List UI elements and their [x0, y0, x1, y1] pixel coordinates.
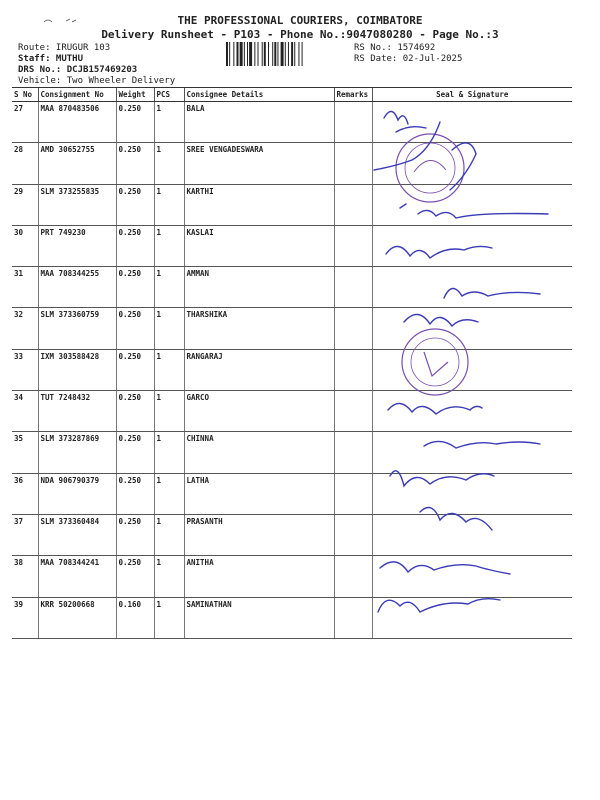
cell-sno: 38	[12, 556, 38, 597]
cell-seal-signature	[372, 102, 572, 143]
cell-weight: 0.250	[116, 225, 154, 266]
cell-sno: 37	[12, 514, 38, 555]
cell-pcs: 1	[154, 308, 184, 349]
cell-sno: 29	[12, 184, 38, 225]
rs-date: RS Date: 02-Jul-2025	[354, 54, 463, 64]
cell-consignee: ANITHA	[184, 556, 334, 597]
column-header-remarks: Remarks	[334, 88, 372, 102]
table-row	[12, 102, 572, 143]
column-header-weight: Weight	[116, 88, 154, 102]
cell-consignment-no: PRT 749230	[38, 225, 116, 266]
table-row	[12, 473, 572, 514]
cell-consignment-no: AMD 30652755	[38, 143, 116, 184]
cell-consignment-no: IXM 303588428	[38, 349, 116, 390]
cell-remarks	[334, 514, 372, 555]
cell-consignee: KASLAI	[184, 225, 334, 266]
cell-remarks	[334, 308, 372, 349]
cell-seal-signature	[372, 514, 572, 555]
cell-weight: 0.250	[116, 267, 154, 308]
cell-remarks	[334, 597, 372, 638]
cell-pcs: 1	[154, 597, 184, 638]
cell-consignment-no: MAA 708344241	[38, 556, 116, 597]
cell-seal-signature	[372, 597, 572, 638]
cell-seal-signature	[372, 473, 572, 514]
rs-number: RS No.: 1574692	[354, 43, 436, 53]
cell-pcs: 1	[154, 184, 184, 225]
table-row	[12, 556, 572, 597]
cell-sno: 31	[12, 267, 38, 308]
cell-seal-signature	[372, 267, 572, 308]
cell-weight: 0.250	[116, 184, 154, 225]
cell-consignee: SREE VENGADESWARA	[184, 143, 334, 184]
cell-consignment-no: SLM 373360484	[38, 514, 116, 555]
cell-sno: 39	[12, 597, 38, 638]
column-header-sno: S No	[12, 88, 38, 102]
cell-sno: 32	[12, 308, 38, 349]
cell-seal-signature	[372, 349, 572, 390]
table-row	[12, 143, 572, 184]
cell-weight: 0.250	[116, 143, 154, 184]
drs-number: DRS No.: DCJB157469203	[18, 65, 138, 75]
cell-seal-signature	[372, 143, 572, 184]
cell-consignment-no: MAA 870483506	[38, 102, 116, 143]
cell-seal-signature	[372, 432, 572, 473]
cell-consignee: RANGARAJ	[184, 349, 334, 390]
cell-pcs: 1	[154, 473, 184, 514]
table-row	[12, 597, 572, 638]
cell-remarks	[334, 143, 372, 184]
vehicle-label: Vehicle: Two Wheeler Delivery	[18, 76, 176, 86]
cell-sno: 28	[12, 143, 38, 184]
cell-consignee: THARSHIKA	[184, 308, 334, 349]
cell-consignment-no: MAA 708344255	[38, 267, 116, 308]
cell-pcs: 1	[154, 225, 184, 266]
table-row	[12, 267, 572, 308]
column-header-pcs: PCS	[154, 88, 184, 102]
cell-seal-signature	[372, 225, 572, 266]
cell-remarks	[334, 225, 372, 266]
cell-consignee: PRASANTH	[184, 514, 334, 555]
cell-remarks	[334, 184, 372, 225]
cell-consignee: CHINNA	[184, 432, 334, 473]
table-row	[12, 514, 572, 555]
cell-weight: 0.160	[116, 597, 154, 638]
cell-weight: 0.250	[116, 556, 154, 597]
barcode-image	[226, 42, 346, 66]
table-row	[12, 225, 572, 266]
staff-label: Staff: MUTHU	[18, 54, 84, 64]
cell-remarks	[334, 391, 372, 432]
cell-weight: 0.250	[116, 102, 154, 143]
runsheet-title: Delivery Runsheet - P103 - Phone No.:9047080280 - Page No.:3	[101, 28, 499, 41]
cell-consignment-no: SLM 373360759	[38, 308, 116, 349]
cell-weight: 0.250	[116, 473, 154, 514]
cell-consignee: AMMAN	[184, 267, 334, 308]
cell-remarks	[334, 102, 372, 143]
cell-seal-signature	[372, 556, 572, 597]
table-row	[12, 432, 572, 473]
cell-consignee: LATHA	[184, 473, 334, 514]
cell-seal-signature	[372, 308, 572, 349]
cell-consignment-no: NDA 906790379	[38, 473, 116, 514]
cell-consignee: BALA	[184, 102, 334, 143]
cell-consignee: GARCO	[184, 391, 334, 432]
cell-remarks	[334, 267, 372, 308]
cell-weight: 0.250	[116, 514, 154, 555]
cell-weight: 0.250	[116, 308, 154, 349]
table-row	[12, 308, 572, 349]
cell-pcs: 1	[154, 349, 184, 390]
cell-remarks	[334, 473, 372, 514]
cell-weight: 0.250	[116, 432, 154, 473]
cell-sno: 35	[12, 432, 38, 473]
cell-remarks	[334, 349, 372, 390]
cell-consignee: KARTHI	[184, 184, 334, 225]
table-row	[12, 184, 572, 225]
cell-pcs: 1	[154, 556, 184, 597]
company-name: THE PROFESSIONAL COURIERS, COIMBATORE	[177, 14, 423, 27]
cell-seal-signature	[372, 184, 572, 225]
cell-consignment-no: SLM 373255835	[38, 184, 116, 225]
column-header-seal-signature: Seal & Signature	[372, 88, 572, 102]
cell-pcs: 1	[154, 391, 184, 432]
cell-consignment-no: TUT 7248432	[38, 391, 116, 432]
cell-weight: 0.250	[116, 391, 154, 432]
cell-sno: 36	[12, 473, 38, 514]
cell-pcs: 1	[154, 143, 184, 184]
table-row	[12, 349, 572, 390]
cell-sno: 30	[12, 225, 38, 266]
delivery-table	[12, 87, 572, 639]
cell-pcs: 1	[154, 102, 184, 143]
cell-consignee: SAMINATHAN	[184, 597, 334, 638]
cell-sno: 34	[12, 391, 38, 432]
cell-pcs: 1	[154, 432, 184, 473]
cell-sno: 27	[12, 102, 38, 143]
cell-pcs: 1	[154, 267, 184, 308]
table-header-row	[12, 88, 572, 102]
column-header-consignee: Consignee Details	[184, 88, 334, 102]
cell-consignment-no: SLM 373287869	[38, 432, 116, 473]
cell-sno: 33	[12, 349, 38, 390]
cell-pcs: 1	[154, 514, 184, 555]
route-label: Route: IRUGUR 103	[18, 43, 111, 53]
cell-remarks	[334, 432, 372, 473]
cell-remarks	[334, 556, 372, 597]
column-header-consignment: Consignment No	[38, 88, 116, 102]
cell-seal-signature	[372, 391, 572, 432]
cell-weight: 0.250	[116, 349, 154, 390]
cell-consignment-no: KRR 50200668	[38, 597, 116, 638]
table-row	[12, 391, 572, 432]
